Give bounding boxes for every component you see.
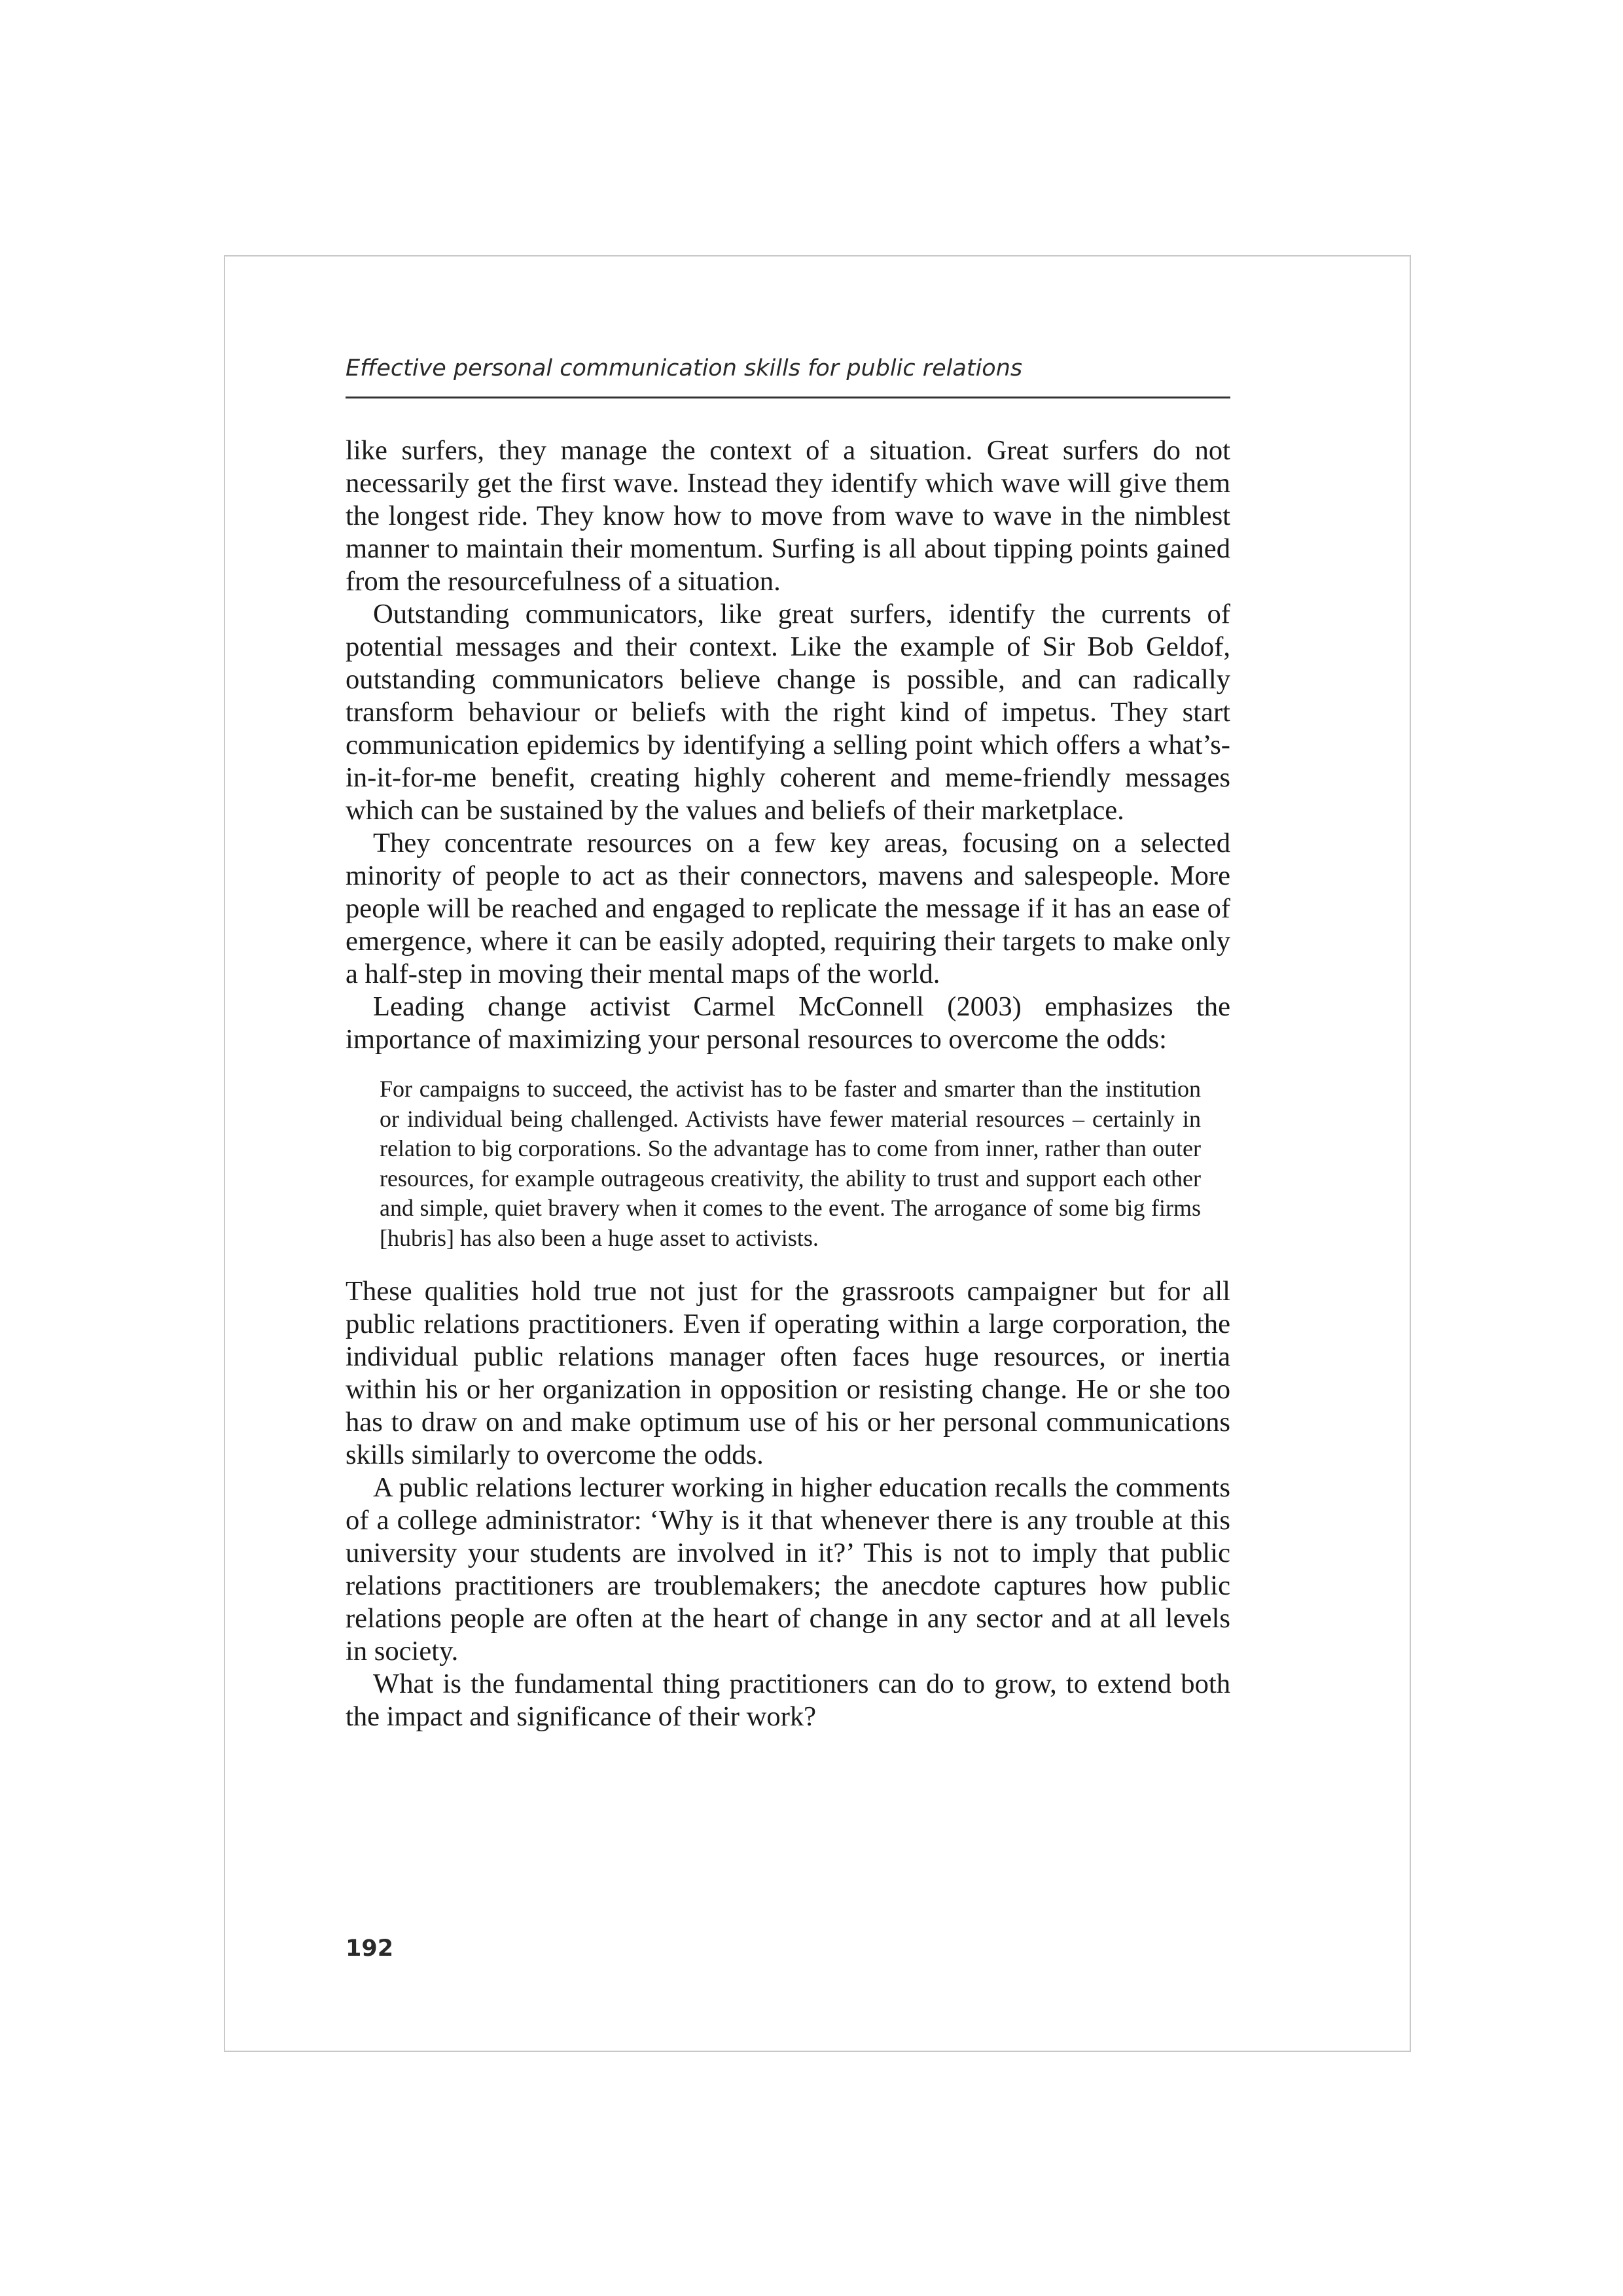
paragraph: Leading change activist Carmel McConnell (2003) emphasizes the importance of maximizing your personal resources to overcome the odds:	[346, 991, 1230, 1055]
paragraph: Outstanding communicators, like great surfers, identify the currents of potential messages and their context. Like the example of Sir Bob Geldof, outstanding communicators believe change is possible, and can radically transform behaviour or beliefs with the right kind of impetus. They start communication epidemics by identifying a selling point which offers a what’s-in-it-for-me benefit, creating highly coherent and meme-friendly messages which can be sustained by the values and beliefs of their marketplace.	[346, 599, 1230, 826]
paragraph: A public relations lecturer working in higher education recalls the comments of a college administrator: ‘Why is it that whenever there is any trouble at this university your students are involved in it?’ This is not to imply that public relations practitioners are troublemakers; the anecdote captures how public relations people are often at the heart of change in any sector and at all levels in society.	[346, 1472, 1230, 1667]
block-quote: For campaigns to succeed, the activist has to be faster and smarter than the institution or individual being challenged. Activists have fewer material resources – certainly in relation to big corporations. So the advantage has to come from inner, rather than outer resources, for example outrageous creativity, the ability to trust and support each other and simple, quiet bravery when it comes to the event. The arrogance of some big firms [hubris] has also been a huge asset to activists.	[380, 1076, 1201, 1251]
paragraph: These qualities hold true not just for the grassroots campaigner but for all public relations practitioners. Even if operating within a large corporation, the individual public relations manager often faces huge resources, or inertia within his or her organization in opposition or resisting change. He or she too has to draw on and make optimum use of his or her personal communications skills similarly to overcome the odds.	[346, 1276, 1230, 1470]
paragraph: They concentrate resources on a few key areas, focusing on a selected minority of people to act as their connectors, mavens and salespeople. More people will be reached and engaged to replicate the message if it has an ease of emergence, where it can be easily adopted, requiring their targets to make only a half-step in moving their mental maps of the world.	[346, 828, 1230, 989]
running-head: Effective personal communication skills for public relations	[346, 355, 1023, 381]
header-rule	[346, 397, 1230, 398]
body-text	[346, 434, 1230, 1733]
page-number: 192	[346, 1935, 394, 1962]
paragraph: What is the fundamental thing practitioners can do to grow, to extend both the impact and significance of their work?	[346, 1669, 1230, 1732]
paragraph: like surfers, they manage the context of a situation. Great surfers do not necessarily get the first wave. Instead they identify which wave will give them the longest ride. They know how to move from wave to wave in the nimblest manner to maintain their momentum. Surfing is all about tipping points gained from the resourcefulness of a situation.	[346, 435, 1230, 597]
